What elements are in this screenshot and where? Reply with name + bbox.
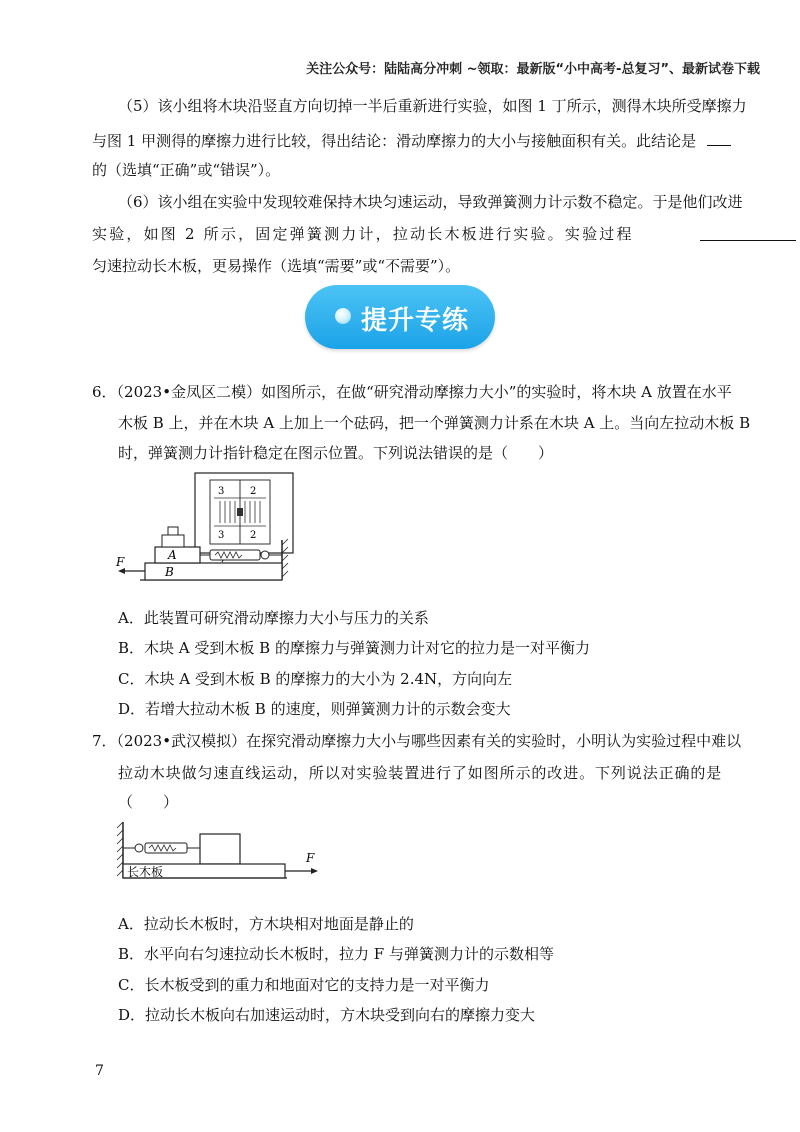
q6-option-a: A．此装置可研究滑动摩擦力大小与压力的关系 (118, 609, 429, 627)
q7-option-b: B．水平向右匀速拉动长木板时，拉力 F 与弹簧测力计的示数相等 (118, 945, 554, 963)
label-f: F (306, 851, 315, 865)
scale-pointer (237, 508, 243, 516)
label-b: B (165, 565, 174, 579)
q6p-line-1: （6）该小组在实验中发现较难保持木块匀速运动，导致弹簧测力计示数不稳定。于是他们改进 (118, 193, 743, 211)
q6-line-2: 木板 B 上，并在木块 A 上加上一个砝码，把一个弹簧测力计系在木块 A 上。当向左拉动木板 B (118, 414, 751, 432)
scale-top-left: 3 (218, 486, 225, 497)
q6p-answer-blank[interactable] (700, 226, 796, 241)
q7-option-d: D．拉动长木板向右加速运动时，方木块受到向右的摩擦力变大 (118, 1006, 536, 1024)
q6-option-d: D．若增大拉动木板 B 的速度，则弹簧测力计的示数会变大 (118, 700, 511, 718)
label-a: A (168, 548, 177, 562)
q6-line-1: 6．（2023•金凤区二模）如图所示，在做“研究滑动摩擦力大小”的实验时，将木块 A 放置在水平 (92, 383, 732, 401)
q7-line-3: （ ） (118, 793, 179, 811)
q6-option-b: B．木块 A 受到木板 B 的摩擦力与弹簧测力计对它的拉力是一对平衡力 (118, 639, 590, 657)
q7-line-2: 拉动木块做匀速直线运动，所以对实验装置进行了如图所示的改进。下列说法正确的是 (118, 764, 723, 782)
q5-answer-blank[interactable] (707, 131, 731, 146)
q7-option-c: C．长木板受到的重力和地面对它的支持力是一对平衡力 (118, 976, 490, 994)
q6-figure (110, 470, 300, 590)
q6p-line-3: 匀速拉动长木板，更易操作（选填“需要”或“不需要”）。 (92, 257, 461, 275)
q6-option-c: C．木块 A 受到木板 B 的摩擦力的大小为 2.4N，方向向左 (118, 670, 513, 688)
q7-option-a: A．拉动长木板时，方木块相对地面是静止的 (118, 915, 414, 933)
q5-line-1: （5）该小组将木块沿竖直方向切掉一半后重新进行实验，如图 1 丁所示，测得木块所受摩擦力 (118, 97, 747, 115)
scale-bottom-left: 3 (218, 530, 225, 541)
q6-line-3: 时，弹簧测力计指针稳定在图示位置。下列说法错误的是（ ） (118, 444, 554, 462)
bullet-icon (335, 308, 351, 324)
spring-scale (210, 550, 260, 560)
spring-scale (145, 843, 187, 853)
q6p-line-2 (92, 224, 634, 244)
label-f: F (116, 555, 125, 569)
page-number: 7 (95, 1063, 104, 1079)
block-a (155, 547, 200, 563)
q5-line-2-text: 与图 1 甲测得的摩擦力进行比较，得出结论：滑动摩擦力的大小与接触面积有关。此结论是 (92, 132, 697, 150)
block (200, 834, 240, 864)
q5-line-3: 的（选填“正确”或“错误”）。 (92, 161, 281, 179)
q7-figure (115, 820, 325, 882)
label-board: 长木板 (127, 865, 164, 879)
q6p-line-2-text: 实验，如图 2 所示，固定弹簧测力计，拉动长木板进行实验。实验过程 (92, 225, 634, 243)
section-practice-label: 提升专练 (361, 306, 470, 336)
weight (162, 535, 184, 547)
page-header: 关注公众号：陆陆高分冲刺 ~领取：最新版“小中高考-总复习”、最新试卷下载 (306, 62, 760, 77)
scale-top-right: 2 (250, 486, 257, 497)
q5-line-2 (92, 131, 731, 151)
q7-line-1: 7．（2023•武汉模拟）在探究滑动摩擦力大小与哪些因素有关的实验时，小明认为实验过程中难以 (92, 732, 742, 750)
section-practice-button[interactable] (305, 285, 495, 349)
scale-bottom-right: 2 (250, 530, 257, 541)
